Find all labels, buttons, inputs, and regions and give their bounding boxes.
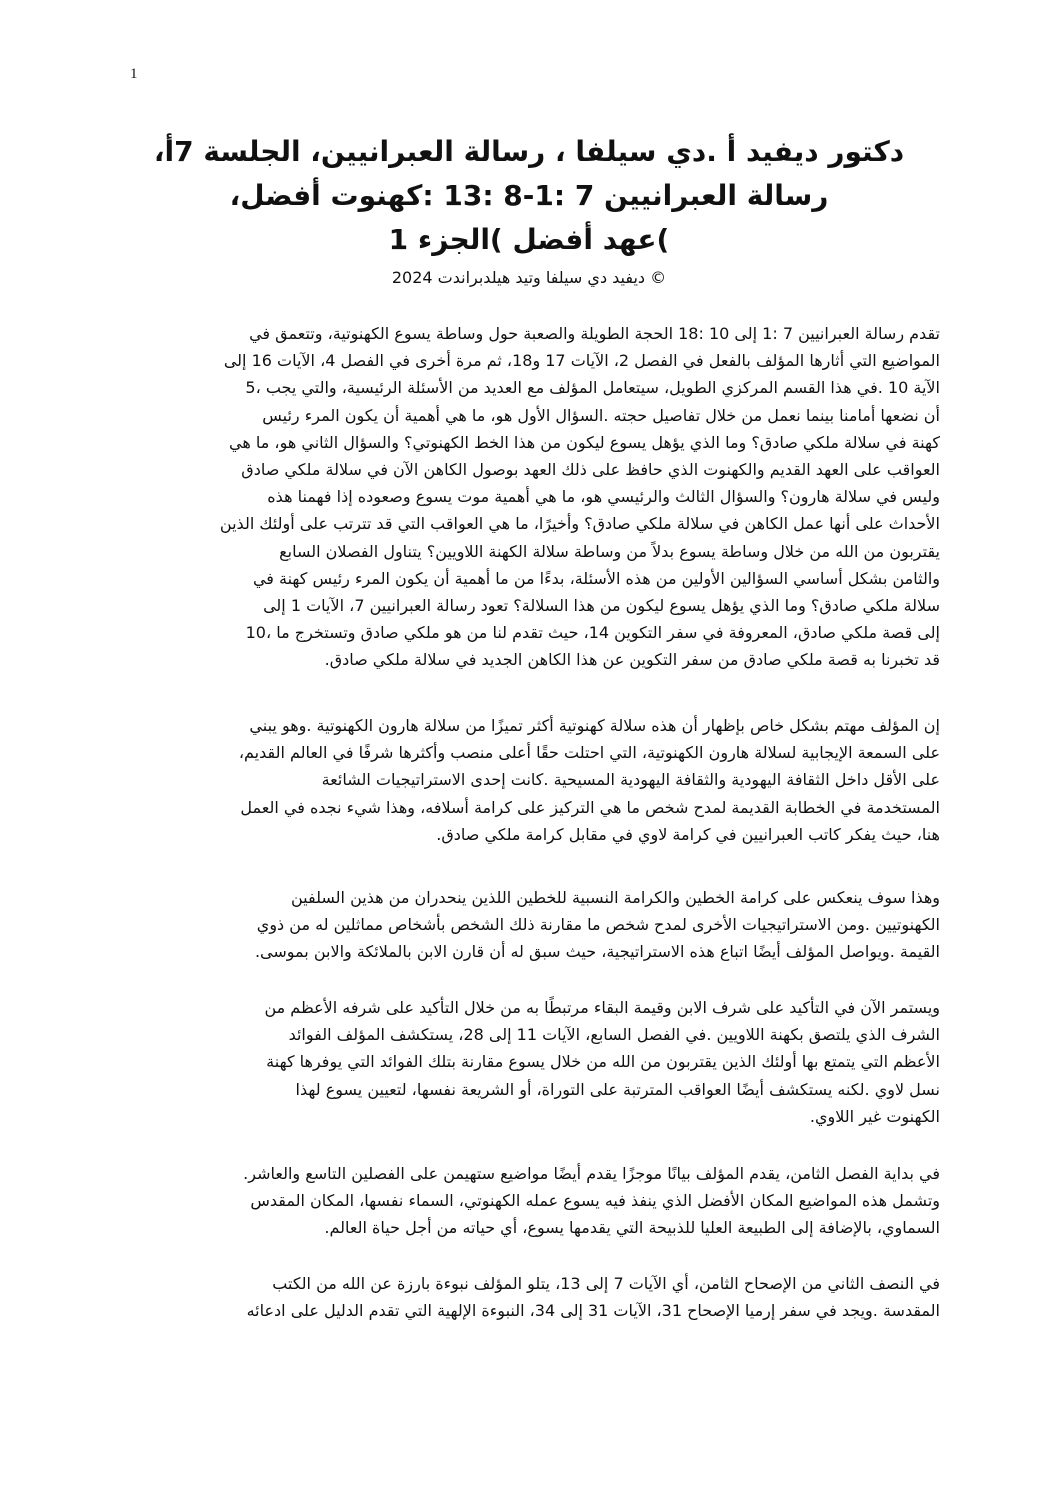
text-line: المواضيع التي أثارها المؤلف بالفعل في الفصل 2، الآيات 17 و18، ثم مرة أخرى في الفصل 4، الآيات 16 إلى <box>223 351 940 371</box>
paragraph-5 <box>120 1160 940 1242</box>
text-line: ،على السمعة الإيجابية لسلالة هارون الكهنوتية، التي احتلت حقًا أعلى منصب وأكثرها شرفًا في العالم القديم <box>238 743 940 763</box>
text-line: نسل لاوي .لكنه يستكشف أيضًا العواقب المترتبة على التوراة، أو الشريعة نفسها، لتعيين يسوع لهذا <box>295 1079 940 1099</box>
text-line: إن المؤلف مهتم بشكل خاص بإظهار أن هذه سلالة كهنوتية أكثر تميزًا من سلالة هارون الكهنوتية .وهو يبني <box>249 716 940 735</box>
text-line: .في بداية الفصل الثامن، يقدم المؤلف بيانًا موجزًا يقدم أيضًا مواضيع ستهيمن على الفصلين التاسع والعاشر <box>243 1164 940 1183</box>
text-line: الشرف الذي يلتصق بكهنة اللاويين .في الفصل السابع، الآيات 11 إلى 28، يستكشف المؤلف الفوائد <box>288 1025 940 1045</box>
text-line: المستخدمة في الخطابة القديمة لمدح شخص ما هي التركيز على كرامة أسلافه، وهذا شيء نجده في العمل <box>240 797 940 817</box>
text-line: .الكهنوت غير اللاوي <box>809 1106 940 1126</box>
text-line: .القيمة .ويواصل المؤلف أيضًا اتباع هذه الاستراتيجية، حيث سبق له أن قارن الابن بالملائكة والابن بموسى <box>254 942 940 962</box>
document-title <box>100 130 958 262</box>
text-line: يقتربون من الله من خلال وساطة يسوع بدلاً من وساطة سلالة الكهنة اللاويين؟ يتناول الفصلان السابع <box>279 541 940 561</box>
paragraph-4 <box>120 994 940 1130</box>
text-line: وتشمل هذه المواضيع المكان الأفضل الذي ينفذ فيه يسوع عمله الكهنوتي، السماء نفسها، المكان المقدس <box>250 1191 940 1211</box>
title-line: ،رسالة العبرانيين 7 :1-8 :13 :كهنوت أفضل <box>229 179 829 212</box>
text-line: العواقب على العهد القديم والكهنوت الذي حافظ على ذلك العهد بوصول الكاهن الآن في سلالة ملكي صادق <box>241 460 940 480</box>
text-line: الأعظم التي يتمتع بها أولئك الذين يقتربون من الله من خلال يسوع مقارنة بتلك الفوائد التي يوفرها كهنة <box>266 1052 940 1072</box>
text-line: والثامن بشكل أساسي السؤالين الأولين من هذه الأسئلة، بدءًا من ما أهمية أن يكون المرء رئيس كهنة في <box>252 568 940 588</box>
paragraph-2 <box>120 712 940 848</box>
text-line: وهذا سوف ينعكس على كرامة الخطين والكرامة النسبية للخطين اللذين ينحدران من هذين السلفين <box>291 888 940 907</box>
text-line: .قد تخبرنا به قصة ملكي صادق من سفر التكوين عن هذا الكاهن الجديد في سلالة ملكي صادق <box>324 650 940 670</box>
title-line: عهد أفضل )الجزء 1( <box>388 223 670 256</box>
paragraph-6 <box>120 1270 940 1324</box>
text-line: الأحداث على أنها عمل الكاهن في سلالة ملكي صادق؟ وأخيرًا، ما هي العواقب التي قد تترتب على أولئك الذين <box>219 514 940 534</box>
text-line: الآية 10 .في هذا القسم المركزي الطويل، سيتعامل المؤلف مع العديد من الأسئلة الرئيسية، والتي يجب ،5 <box>245 378 940 398</box>
text-line: أن نضعها أمامنا بينما نعمل من خلال تفاصيل حجته .السؤال الأول هو، ما هي أهمية أن يكون المرء رئيس <box>262 405 940 425</box>
paragraph-3 <box>120 884 940 966</box>
text-line: الكهنوتيين .ومن الاستراتيجيات الأخرى لمدح شخص ما مقارنة ذلك الشخص بأشخاص مماثلين له من ذوي <box>256 915 940 935</box>
title-line: ،دكتور ديفيد أ .دي سيلفا ، رسالة العبرانيين، الجلسة 7أ <box>153 135 905 168</box>
copyright-line: ديفيد دي سيلفا وتيد هيلدبراندت 2024 © <box>391 268 667 287</box>
paragraph-1 <box>120 320 940 674</box>
text-line: .هنا، حيث يفكر كاتب العبرانيين في كرامة لاوي في مقابل كرامة ملكي صادق <box>436 824 940 844</box>
text-line: .السماوي، بالإضافة إلى الطبيعة العليا للذبيحة التي يقدمها يسوع، أي حياته من أجل حياة العالم <box>324 1218 940 1238</box>
text-line: سلالة ملكي صادق؟ وما الذي يؤهل يسوع ليكون من هذا السلالة؟ تعود رسالة العبرانيين 7، الآيات 1 إلى <box>263 596 940 616</box>
text-line: في النصف الثاني من الإصحاح الثامن، أي الآيات 7 إلى 13، يتلو المؤلف نبوءة بارزة عن الله من الكتب <box>272 1274 940 1293</box>
text-line: وليس في سلالة هارون؟ والسؤال الثالث والرئيسي هو، ما هي أهمية موت يسوع وصعوده إذا فهمنا هذه <box>267 487 940 507</box>
text-line: تقدم رسالة العبرانيين 7 :1 إلى 10 :18 الحجة الطويلة والصعبة حول وساطة يسوع الكهنوتية، وتتعمق في <box>249 324 940 343</box>
text-line: المقدسة .ويجد في سفر إرميا الإصحاح 31، الآيات 31 إلى 34، النبوءة الإلهية التي تقدم الدليل على ادعائه <box>246 1301 940 1321</box>
page-number: 1 <box>130 66 138 82</box>
text-line: على الأقل داخل الثقافة اليهودية والثقافة اليهودية المسيحية .كانت إحدى الاستراتيجيات الشائعة <box>321 770 940 790</box>
text-line: ويستمر الآن في التأكيد على شرف الابن وقيمة البقاء مرتبطًا به من خلال التأكيد على شرفه الأعظم من <box>264 998 940 1017</box>
text-line: كهنة في سلالة ملكي صادق؟ وما الذي يؤهل يسوع ليكون من هذا الخط الكهنوتي؟ والسؤال الثاني هو، ما هي <box>229 432 940 452</box>
text-line: إلى قصة ملكي صادق، المعروفة في سفر التكوين 14، حيث تقدم لنا من هو ملكي صادق وتستخرج ما ،10 <box>245 623 940 643</box>
